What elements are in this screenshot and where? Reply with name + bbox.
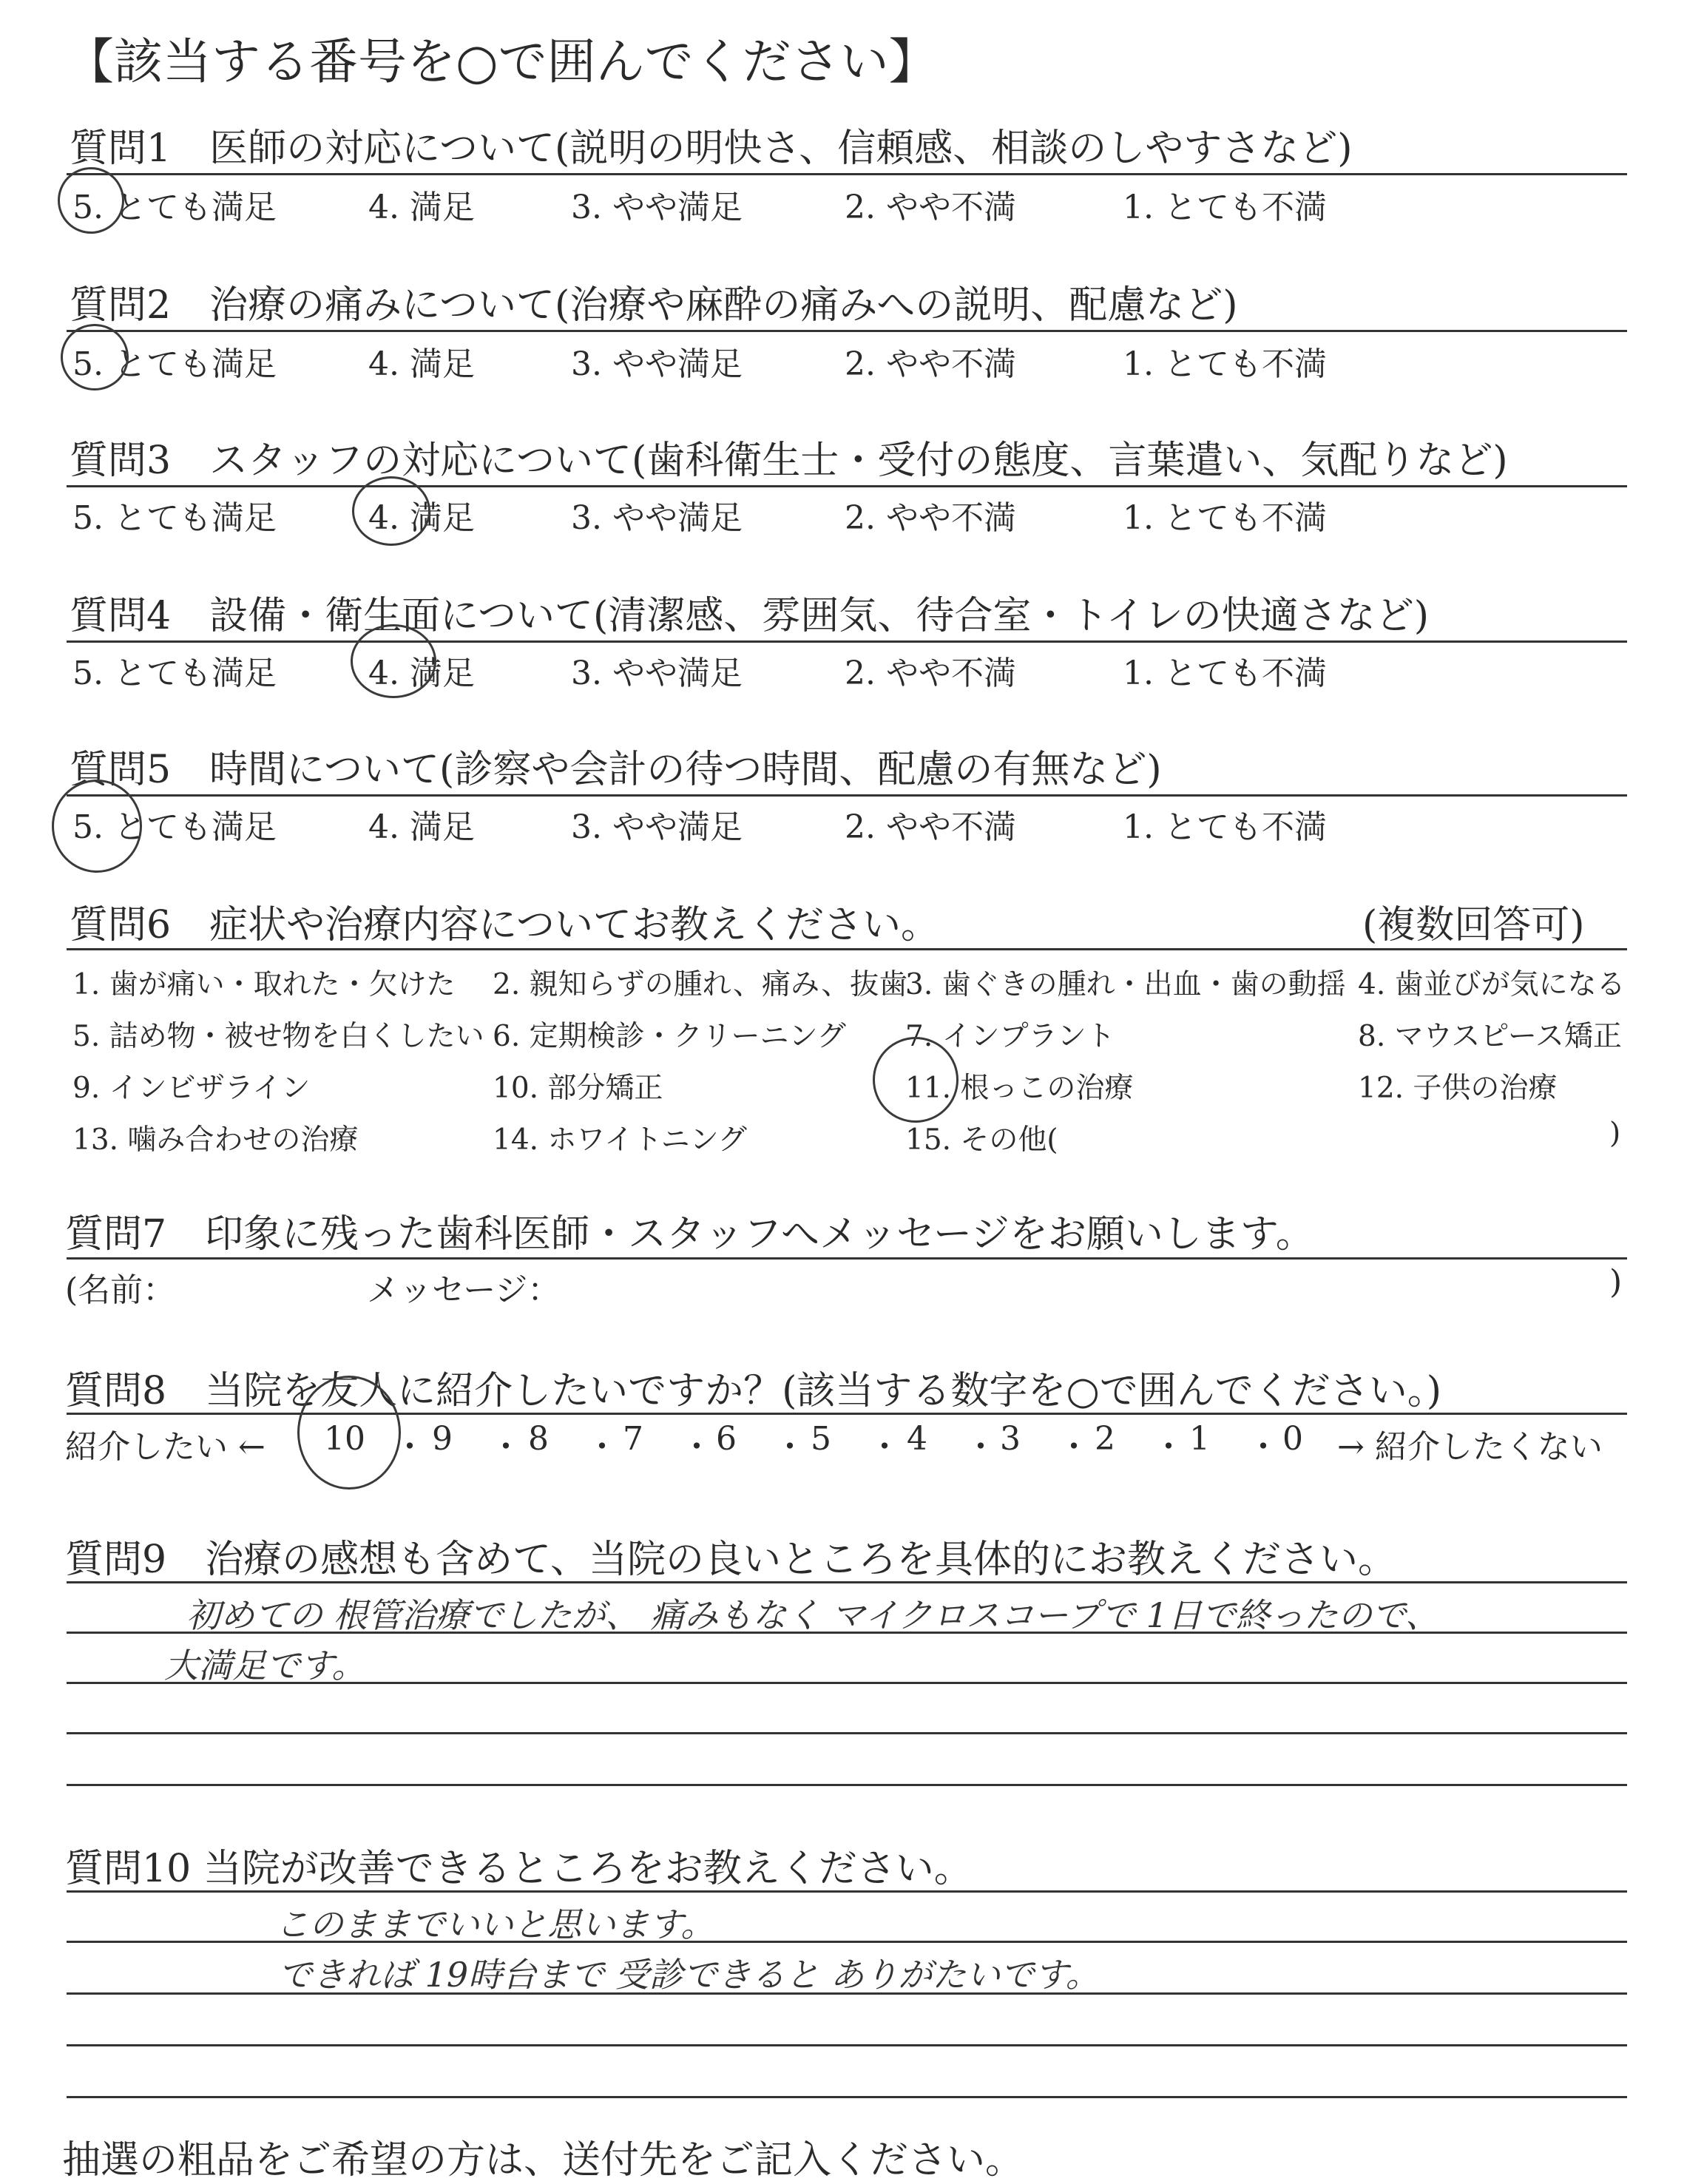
q8-right-label: → 紹介したくない [1337,1428,1603,1466]
question-9-title: 質問9 治療の感想も含めて、当院の良いところを具体的にお教えください。 [65,1538,1397,1582]
q5-option-2[interactable]: 2. やや不満 [845,808,1016,846]
question-5-title: 質問5 時間について(診察や会計の待つ時間、配慮の有無など) [70,748,1162,792]
q8-score-3[interactable]: 3 [1000,1420,1021,1458]
q8-selection-circle [297,1376,401,1490]
q3-option-4[interactable]: 4. 満足 [368,499,475,537]
q2-option-3[interactable]: 3. やや満足 [571,345,743,383]
q2-option-2[interactable]: 2. やや不満 [845,345,1016,383]
q8-sep: ・ [586,1428,618,1466]
q8-sep: ・ [490,1428,522,1466]
q10-answer-line-2: できれば 19時台まで 受診できると ありがたいです。 [278,1955,1100,1995]
q4-option-2[interactable]: 2. やや不満 [845,655,1016,692]
q5-option-1[interactable]: 1. とても不満 [1123,808,1327,846]
q8-sep: ・ [774,1428,806,1466]
q6-option-12[interactable]: 12. 子供の治療 [1358,1072,1558,1105]
q1-option-2[interactable]: 2. やや不満 [845,189,1016,226]
q8-score-2[interactable]: 2 [1095,1420,1115,1458]
question-7-title: 質問7 印象に残った歯科医師・スタッフへメッセージをお願いします。 [65,1212,1314,1257]
question-6-title: 質問6 症状や治療内容についてお教えください。 [70,903,940,947]
q8-score-0[interactable]: 0 [1282,1420,1303,1458]
q10-rule-1 [67,1890,1627,1893]
q6-option-4[interactable]: 4. 歯並びが気になる [1358,968,1626,1001]
q9-rule-1 [67,1581,1627,1583]
question-8-title: 質問8 当院を友人に紹介したいですか？(該当する数字を○で囲んでください。) [65,1369,1442,1413]
q8-left-label: 紹介したい ← [65,1428,266,1466]
q4-option-3[interactable]: 3. やや満足 [571,655,743,692]
q8-sep: ・ [964,1428,997,1466]
question-3-title: 質問3 スタッフの対応について(歯科衛生士・受付の態度、言葉遣い、気配りなど) [70,439,1508,483]
q9-answer-line-1: 初めての 根管治療でしたが、 痛みもなく マイクロスコープで 1日で終ったので、 [186,1595,1440,1635]
q10-answer-line-1: このままでいいと思います。 [275,1904,715,1944]
q6-option-6[interactable]: 6. 定期検診・クリーニング [493,1020,846,1053]
q2-option-1[interactable]: 1. とても不満 [1123,345,1327,383]
q5-option-4[interactable]: 4. 満足 [368,808,475,846]
q1-option-4[interactable]: 4. 満足 [368,189,475,226]
q7-close: ) [1609,1263,1623,1301]
question-2-title: 質問2 治療の痛みについて(治療や麻酔の痛みへの説明、配慮など) [70,283,1238,328]
q2-option-4[interactable]: 4. 満足 [368,345,475,383]
q8-score-6[interactable]: 6 [716,1420,737,1458]
q8-sep: ・ [393,1428,426,1466]
question-6-rule [67,948,1627,950]
q2-selection-circle [61,324,129,391]
q4-option-4[interactable]: 4. 満足 [368,655,475,692]
q1-option-3[interactable]: 3. やや満足 [571,189,743,226]
q6-option-13[interactable]: 13. 噛み合わせの治療 [72,1123,359,1157]
question-1-title: 質問1 医師の対応について(説明の明快さ、信頼感、相談のしやすさなど) [70,126,1353,171]
q1-option-1[interactable]: 1. とても不満 [1123,189,1327,226]
q6-option-7[interactable]: 7. インプラント [905,1020,1115,1053]
q8-sep: ・ [868,1428,901,1466]
q6-option-1[interactable]: 1. 歯が痛い・取れた・欠けた [72,968,456,1001]
q8-score-10[interactable]: 10 [324,1420,365,1458]
q10-rule-5 [67,2096,1627,2098]
q6-option-10[interactable]: 10. 部分矯正 [493,1072,663,1105]
question-10-title: 質問10 当院が改善できるところをお教えください。 [65,1847,973,1891]
question-4-title: 質問4 設備・衛生面について(清潔感、雰囲気、待合室・トイレの快適さなど) [70,594,1430,638]
q7-message-label[interactable]: メッセージ： [367,1271,561,1309]
q2-option-5[interactable]: 5. とても満足 [72,345,277,383]
q8-score-8[interactable]: 8 [528,1420,549,1458]
q6-option-14[interactable]: 14. ホワイトニング [493,1123,747,1157]
q6-option-15-close: ) [1609,1117,1621,1150]
q3-option-1[interactable]: 1. とても不満 [1123,499,1327,537]
q3-option-5[interactable]: 5. とても満足 [72,499,277,537]
q8-score-9[interactable]: 9 [432,1420,453,1458]
q5-option-3[interactable]: 3. やや満足 [571,808,743,846]
question-3-rule [67,485,1627,487]
q6-option-8[interactable]: 8. マウスピース矯正 [1358,1020,1622,1053]
footer-note: 抽選の粗品をご希望の方は、送付先をご記入ください。 [62,2138,1024,2183]
q8-sep: ・ [680,1428,713,1466]
q6-option-2[interactable]: 2. 親知らずの腫れ、痛み、抜歯 [493,968,908,1001]
q6-option-11[interactable]: 11. 根っこの治療 [905,1072,1134,1105]
question-5-rule [67,794,1627,797]
q9-rule-4 [67,1732,1627,1734]
question-4-rule [67,640,1627,643]
q3-selection-circle [352,476,430,546]
q8-sep: ・ [1247,1428,1279,1466]
q1-selection-circle [58,167,124,234]
q4-option-1[interactable]: 1. とても不満 [1123,655,1327,692]
q6-option-15[interactable]: 15. その他( [905,1123,1058,1157]
q3-option-2[interactable]: 2. やや不満 [845,499,1016,537]
page-title: 【該当する番号を○で囲んでください】 [65,33,938,90]
question-2-rule [67,330,1627,332]
question-6-note: (複数回答可) [1362,903,1585,947]
q6-option-3[interactable]: 3. 歯ぐきの腫れ・出血・歯の動揺 [905,968,1346,1001]
q6-option-9[interactable]: 9. インビザライン [72,1072,311,1105]
question-7-rule [67,1257,1627,1260]
question-1-rule [67,173,1627,175]
q9-rule-5 [67,1784,1627,1786]
q4-selection-circle [351,624,436,698]
q10-rule-4 [67,2044,1627,2046]
q5-option-5[interactable]: 5. とても満足 [72,808,277,846]
q6-selection-circle [873,1037,958,1123]
q6-option-5[interactable]: 5. 詰め物・被せ物を白くしたい [72,1020,484,1053]
q8-score-4[interactable]: 4 [907,1420,927,1458]
q8-score-5[interactable]: 5 [811,1420,831,1458]
q7-name-label: (名前： [65,1271,176,1309]
q8-score-1[interactable]: 1 [1189,1420,1210,1458]
q8-score-7[interactable]: 7 [623,1420,643,1458]
q8-sep: ・ [1058,1428,1090,1466]
q3-option-3[interactable]: 3. やや満足 [571,499,743,537]
q4-option-5[interactable]: 5. とても満足 [72,655,277,692]
q8-sep: ・ [1152,1428,1185,1466]
q9-answer-line-2: 大満足です。 [164,1646,366,1686]
q5-selection-circle [52,780,142,873]
q1-option-5[interactable]: 5. とても満足 [72,189,277,226]
